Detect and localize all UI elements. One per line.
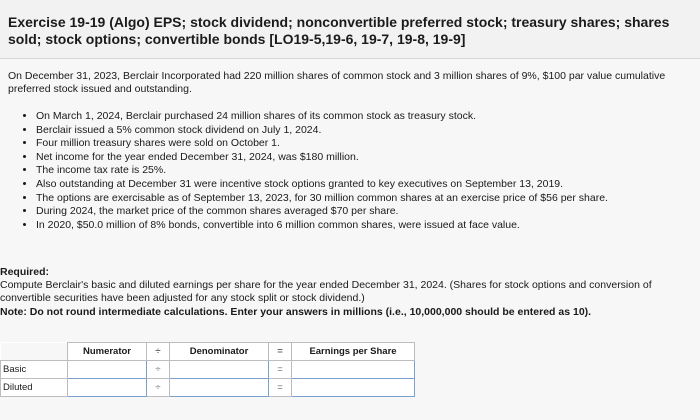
- diluted-denominator-input[interactable]: [170, 379, 268, 396]
- required-heading: Required:: [0, 266, 50, 278]
- header-blank: [1, 343, 68, 361]
- header-earnings-per-share: Earnings per Share: [292, 343, 415, 361]
- list-item: • Four million treasury shares were sold on October 1.: [36, 137, 696, 151]
- divide-symbol: ÷: [147, 379, 170, 397]
- header-denominator: Denominator: [170, 343, 269, 361]
- list-item: • Net income for the year ended December 31, 2024, was $180 million.: [36, 151, 696, 165]
- header-equals-symbol: =: [269, 343, 292, 361]
- basic-numerator-input[interactable]: [68, 361, 146, 378]
- required-text: Compute Berclair's basic and diluted earnings per share for the year ended December 31, 2024. (Shares for stock options and conversion of convertible securities have been adjusted for any stock split or stock dividend.): [0, 279, 652, 305]
- diluted-eps-input[interactable]: [292, 379, 414, 396]
- basic-denominator-cell: [170, 361, 269, 379]
- list-item: • During 2024, the market price of the common shares averaged $70 per share.: [36, 205, 696, 219]
- row-label-basic: Basic: [1, 361, 68, 379]
- divide-symbol: ÷: [147, 361, 170, 379]
- basic-numerator-cell: [68, 361, 147, 379]
- required-section: [0, 266, 696, 319]
- header-divide-symbol: ÷: [147, 343, 170, 361]
- header-numerator: Numerator: [68, 343, 147, 361]
- equals-symbol: =: [269, 361, 292, 379]
- basic-eps-cell: [292, 361, 415, 379]
- intro-paragraph: On December 31, 2023, Berclair Incorporated had 220 million shares of common stock and 3 million shares of 9%, $100 par value cumulative preferred stock issued and outstanding.: [8, 70, 666, 95]
- list-item: • The options are exercisable as of September 13, 2023, for 30 million common shares at an exercise price of $56 per share.: [36, 192, 696, 206]
- list-item: • Also outstanding at December 31 were incentive stock options granted to key executives on September 13, 2019.: [36, 178, 696, 192]
- list-item: • The income tax rate is 25%.: [36, 164, 696, 178]
- equals-symbol: =: [269, 379, 292, 397]
- table-row: [1, 361, 415, 379]
- basic-denominator-input[interactable]: [170, 361, 268, 378]
- facts-list: [16, 110, 696, 232]
- diluted-denominator-cell: [170, 379, 269, 397]
- exercise-header: [0, 0, 700, 59]
- list-item: • On March 1, 2024, Berclair purchased 24 million shares of its common stock as treasury stock.: [36, 110, 696, 124]
- diluted-numerator-input[interactable]: [68, 379, 146, 396]
- exercise-title: Exercise 19-19 (Algo) EPS; stock dividend; nonconvertible preferred stock; treasury shares; shares sold; stock options; convertible bonds [LO19-5,19-6, 19-7, 19-8, 19-9]: [8, 14, 670, 47]
- table-header-row: [1, 343, 415, 361]
- list-item: • In 2020, $50.0 million of 8% bonds, convertible into 6 million common shares, were issued at face value.: [36, 219, 696, 233]
- diluted-numerator-cell: [68, 379, 147, 397]
- row-label-diluted: Diluted: [1, 379, 68, 397]
- list-item: • Berclair issued a 5% common stock dividend on July 1, 2024.: [36, 124, 696, 138]
- rounding-note: Note: Do not round intermediate calculations. Enter your answers in millions (i.e., 10,000,000 should be entered as 10).: [0, 305, 592, 318]
- eps-calculation-table: [0, 342, 415, 397]
- basic-eps-input[interactable]: [292, 361, 414, 378]
- table-row: [1, 379, 415, 397]
- diluted-eps-cell: [292, 379, 415, 397]
